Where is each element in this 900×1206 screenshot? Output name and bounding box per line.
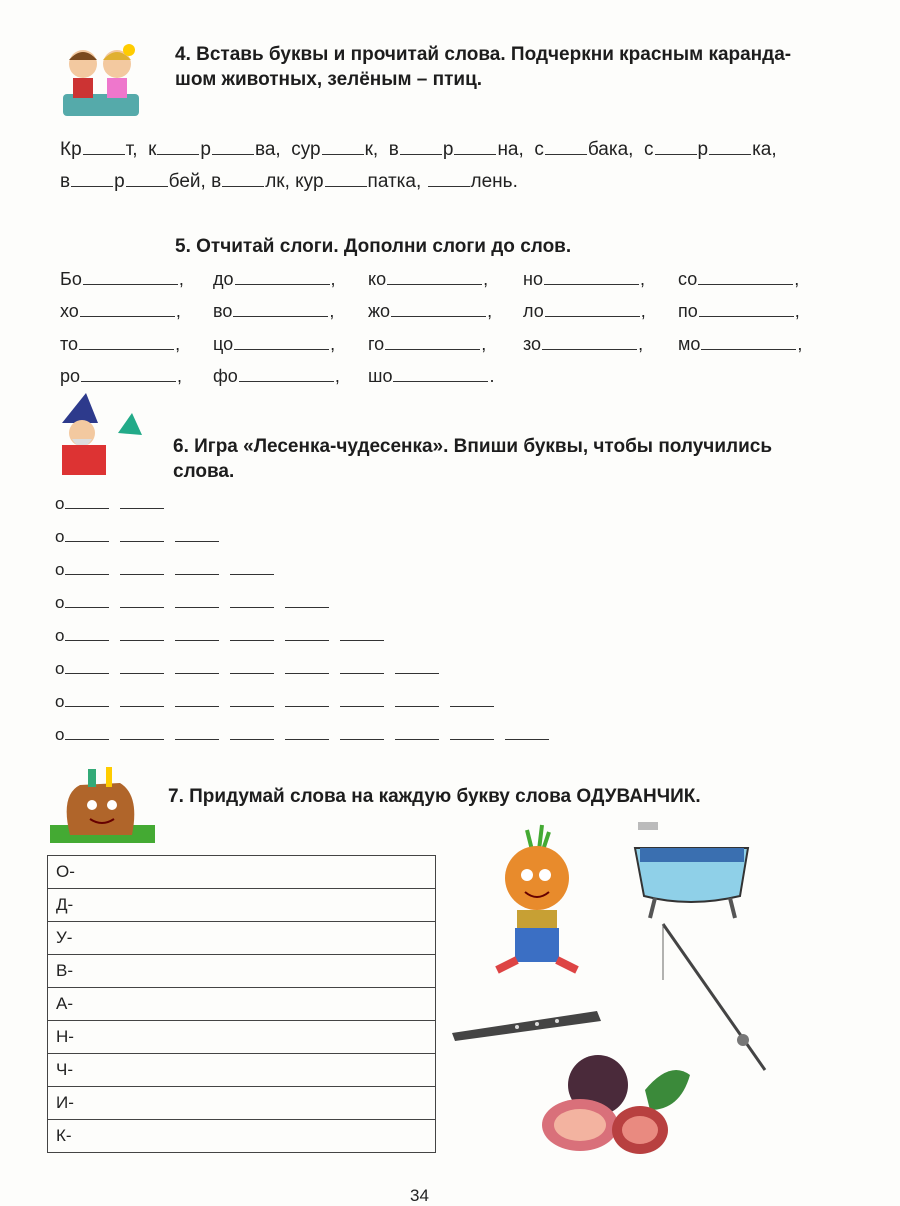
word-fragment: лк, кур (265, 171, 324, 192)
punctuation: , (639, 269, 645, 289)
answer-cell[interactable] (48, 922, 436, 955)
row-letter: Ч- (56, 1060, 73, 1079)
table-row (48, 922, 436, 955)
exercise-line (60, 170, 777, 202)
punctuation: , (177, 366, 183, 386)
answer-blank[interactable] (157, 138, 199, 155)
syllable: но (523, 269, 543, 289)
ladder-row (55, 725, 559, 758)
word-fragment: бака, с (587, 139, 654, 160)
answer-cell[interactable] (48, 1021, 436, 1054)
answer-blank[interactable] (175, 659, 219, 674)
answer-blank[interactable] (120, 692, 164, 707)
punctuation: , (178, 269, 184, 289)
word-fragment: р (200, 139, 211, 160)
answer-blank[interactable] (709, 138, 751, 155)
answer-blank[interactable] (239, 365, 334, 382)
answer-blank[interactable] (212, 138, 254, 155)
answer-blank[interactable] (175, 725, 219, 740)
syllable-item (523, 300, 646, 322)
ladder-row (55, 626, 559, 659)
answer-blank[interactable] (655, 138, 697, 155)
bag-character-illustration (50, 765, 155, 843)
answer-blank[interactable] (65, 725, 109, 740)
onion-character-illustration (487, 820, 587, 985)
syllable-item (523, 333, 643, 355)
answer-cell[interactable] (48, 988, 436, 1021)
punctuation: . (489, 366, 495, 386)
ladder-row (55, 527, 559, 560)
exercise-4-title (175, 42, 791, 92)
title-line: 4. Вставь буквы и прочитай слова. Подчеркни красным каранда- (175, 44, 792, 65)
answer-cell[interactable] (48, 856, 436, 889)
answer-blank[interactable] (120, 560, 164, 575)
answer-blank[interactable] (285, 725, 329, 740)
answer-blank[interactable] (542, 333, 637, 350)
words-table (47, 855, 436, 1153)
punctuation: , (481, 334, 487, 354)
word-fragment: бей, в (168, 171, 222, 192)
row-letter: О- (56, 862, 75, 881)
answer-blank[interactable] (340, 659, 384, 674)
syllable: го (368, 334, 385, 354)
punctuation: , (483, 269, 489, 289)
punctuation: , (330, 269, 336, 289)
ladder-row (55, 659, 559, 692)
answer-blank[interactable] (285, 626, 329, 641)
answer-blank[interactable] (65, 626, 109, 641)
syllable-item (213, 365, 340, 387)
syllable: шо (368, 366, 393, 386)
answer-blank[interactable] (65, 527, 109, 542)
word-fragment: р (442, 139, 454, 160)
answer-blank[interactable] (450, 692, 494, 707)
answer-blank[interactable] (545, 138, 587, 155)
answer-blank[interactable] (454, 138, 496, 155)
answer-blank[interactable] (340, 725, 384, 740)
answer-blank[interactable] (80, 300, 175, 317)
syllable-item (368, 365, 494, 387)
ladder-row (55, 560, 559, 593)
ladder-row (55, 593, 559, 626)
answer-blank[interactable] (126, 170, 168, 187)
word-fragment: ка, (752, 139, 777, 160)
answer-blank[interactable] (234, 333, 329, 350)
answer-blank[interactable] (175, 560, 219, 575)
table-row (48, 1087, 436, 1120)
table-row (48, 856, 436, 889)
answer-blank[interactable] (340, 626, 384, 641)
answer-blank[interactable] (395, 659, 439, 674)
answer-cell[interactable] (48, 889, 436, 922)
answer-blank[interactable] (65, 560, 109, 575)
syllable: хо (60, 301, 79, 321)
row-letter: И- (56, 1093, 74, 1112)
answer-blank[interactable] (230, 659, 274, 674)
answer-blank[interactable] (175, 527, 219, 542)
answer-blank[interactable] (505, 725, 549, 740)
answer-blank[interactable] (65, 659, 109, 674)
word-fragment: р (114, 171, 125, 192)
answer-cell[interactable] (48, 1054, 436, 1087)
answer-blank[interactable] (385, 333, 480, 350)
ladder-row (55, 494, 559, 527)
answer-blank[interactable] (230, 626, 274, 641)
syllable: по (678, 301, 698, 321)
answer-blank[interactable] (545, 300, 640, 317)
answer-cell[interactable] (48, 955, 436, 988)
title-line: слова. (173, 461, 235, 482)
row-letter: Д- (56, 895, 74, 914)
answer-blank[interactable] (699, 300, 794, 317)
syllable: ло (523, 301, 544, 321)
table-row (48, 1021, 436, 1054)
answer-blank[interactable] (222, 170, 264, 187)
punctuation: , (638, 334, 644, 354)
answer-cell[interactable] (48, 1087, 436, 1120)
table-row (48, 1054, 436, 1087)
answer-blank[interactable] (387, 268, 482, 285)
flute-illustration (447, 1003, 607, 1048)
answer-blank[interactable] (120, 494, 164, 509)
punctuation: , (640, 301, 646, 321)
syllable-item (213, 300, 334, 322)
answer-blank[interactable] (340, 692, 384, 707)
answer-blank[interactable] (65, 593, 109, 608)
word-fragment: к, в (364, 139, 399, 160)
exercise-5-title: 5. Отчитай слоги. Дополни слоги до слов. (175, 236, 572, 257)
bathtub-illustration (630, 818, 755, 928)
answer-cell[interactable] (48, 1120, 436, 1153)
syllable-item (60, 333, 180, 355)
word-fragment: на, с (497, 139, 544, 160)
row-letter: Н- (56, 1027, 74, 1046)
table-row (48, 988, 436, 1021)
ladder-letter: о (55, 626, 65, 645)
syllable-item (60, 365, 182, 387)
answer-blank[interactable] (544, 268, 639, 285)
syllable-item (368, 300, 492, 322)
punctuation: , (330, 334, 336, 354)
answer-blank[interactable] (428, 170, 470, 187)
answer-blank[interactable] (395, 725, 439, 740)
answer-blank[interactable] (71, 170, 113, 187)
page-number: 34 (410, 1186, 429, 1205)
answer-blank[interactable] (81, 365, 176, 382)
table-row (48, 889, 436, 922)
answer-blank[interactable] (175, 692, 219, 707)
ladder-letter: о (55, 527, 65, 546)
wizard-illustration (52, 393, 147, 475)
ladder-letter: о (55, 659, 65, 678)
syllable-item (213, 268, 336, 290)
children-illustration (55, 38, 147, 120)
syllable: со (678, 269, 698, 289)
syllable: Бо (60, 269, 82, 289)
word-fragment: р (697, 139, 709, 160)
title-line: 6. Игра «Лесенка-чудесенка». Впиши буквы, чтобы получились (173, 436, 773, 457)
answer-blank[interactable] (230, 692, 274, 707)
ladder-letter: о (55, 593, 65, 612)
title-line: шом животных, зелёным – птиц. (175, 69, 483, 90)
syllable-item (678, 300, 800, 322)
answer-blank[interactable] (65, 692, 109, 707)
ladder-letter: о (55, 560, 65, 579)
row-letter: К- (56, 1126, 72, 1145)
answer-blank[interactable] (120, 593, 164, 608)
answer-blank[interactable] (393, 365, 488, 382)
answer-blank[interactable] (230, 593, 274, 608)
syllable: цо (213, 334, 234, 354)
syllable-item (60, 268, 184, 290)
row-letter: А- (56, 994, 73, 1013)
row-letter: У- (56, 928, 73, 947)
word-fragment: Кр (60, 139, 82, 160)
word-fragment: в (60, 171, 71, 192)
syllable: ро (60, 366, 81, 386)
exercise-line (60, 138, 777, 170)
word-fragment: лень. (470, 171, 518, 192)
ladder-letter: о (55, 692, 65, 711)
answer-blank[interactable] (285, 659, 329, 674)
answer-blank[interactable] (65, 494, 109, 509)
table-row (48, 1120, 436, 1153)
ladder-letter: о (55, 725, 65, 744)
ladder-row (55, 692, 559, 725)
punctuation: , (487, 301, 493, 321)
answer-blank[interactable] (175, 626, 219, 641)
syllable-item (368, 268, 488, 290)
answer-blank[interactable] (120, 626, 164, 641)
exercise-6-title (173, 434, 813, 484)
answer-blank[interactable] (322, 138, 364, 155)
exercise-4-lines (60, 138, 777, 202)
ladder-letter: о (55, 494, 65, 513)
syllable: жо (368, 301, 391, 321)
answer-blank[interactable] (175, 593, 219, 608)
punctuation: , (175, 334, 181, 354)
answer-blank[interactable] (120, 725, 164, 740)
word-fragment: патка, (367, 171, 427, 192)
fig-fruit-illustration (540, 1050, 700, 1165)
syllable: во (213, 301, 233, 321)
punctuation: , (794, 269, 800, 289)
answer-blank[interactable] (120, 659, 164, 674)
answer-blank[interactable] (325, 170, 367, 187)
punctuation: , (334, 366, 340, 386)
answer-blank[interactable] (450, 725, 494, 740)
punctuation: , (794, 301, 800, 321)
syllable: мо (678, 334, 701, 354)
syllable: ко (368, 269, 387, 289)
answer-blank[interactable] (79, 333, 174, 350)
syllable: фо (213, 366, 238, 386)
syllable: то (60, 334, 79, 354)
syllable-item (523, 268, 645, 290)
punctuation: , (175, 301, 181, 321)
punctuation: , (329, 301, 335, 321)
answer-blank[interactable] (235, 268, 330, 285)
answer-blank[interactable] (230, 560, 274, 575)
syllable-item (678, 268, 799, 290)
answer-blank[interactable] (391, 300, 486, 317)
answer-blank[interactable] (83, 268, 178, 285)
answer-blank[interactable] (230, 725, 274, 740)
syllable-item (368, 333, 486, 355)
word-ladder (55, 494, 559, 758)
punctuation: , (797, 334, 803, 354)
answer-blank[interactable] (395, 692, 439, 707)
answer-blank[interactable] (701, 333, 796, 350)
syllable: зо (523, 334, 542, 354)
answer-blank[interactable] (233, 300, 328, 317)
word-fragment: т, к (125, 139, 157, 160)
row-letter: В- (56, 961, 73, 980)
exercise-7-title: 7. Придумай слова на каждую букву слова ОДУВАНЧИК. (168, 786, 701, 807)
syllable: до (213, 269, 234, 289)
answer-blank[interactable] (285, 692, 329, 707)
word-fragment: ва, сур (254, 139, 321, 160)
answer-blank[interactable] (400, 138, 442, 155)
answer-blank[interactable] (120, 527, 164, 542)
syllable-item (213, 333, 335, 355)
answer-blank[interactable] (698, 268, 793, 285)
syllable-item (678, 333, 802, 355)
syllable-item (60, 300, 181, 322)
answer-blank[interactable] (83, 138, 125, 155)
answer-blank[interactable] (285, 593, 329, 608)
table-row (48, 955, 436, 988)
